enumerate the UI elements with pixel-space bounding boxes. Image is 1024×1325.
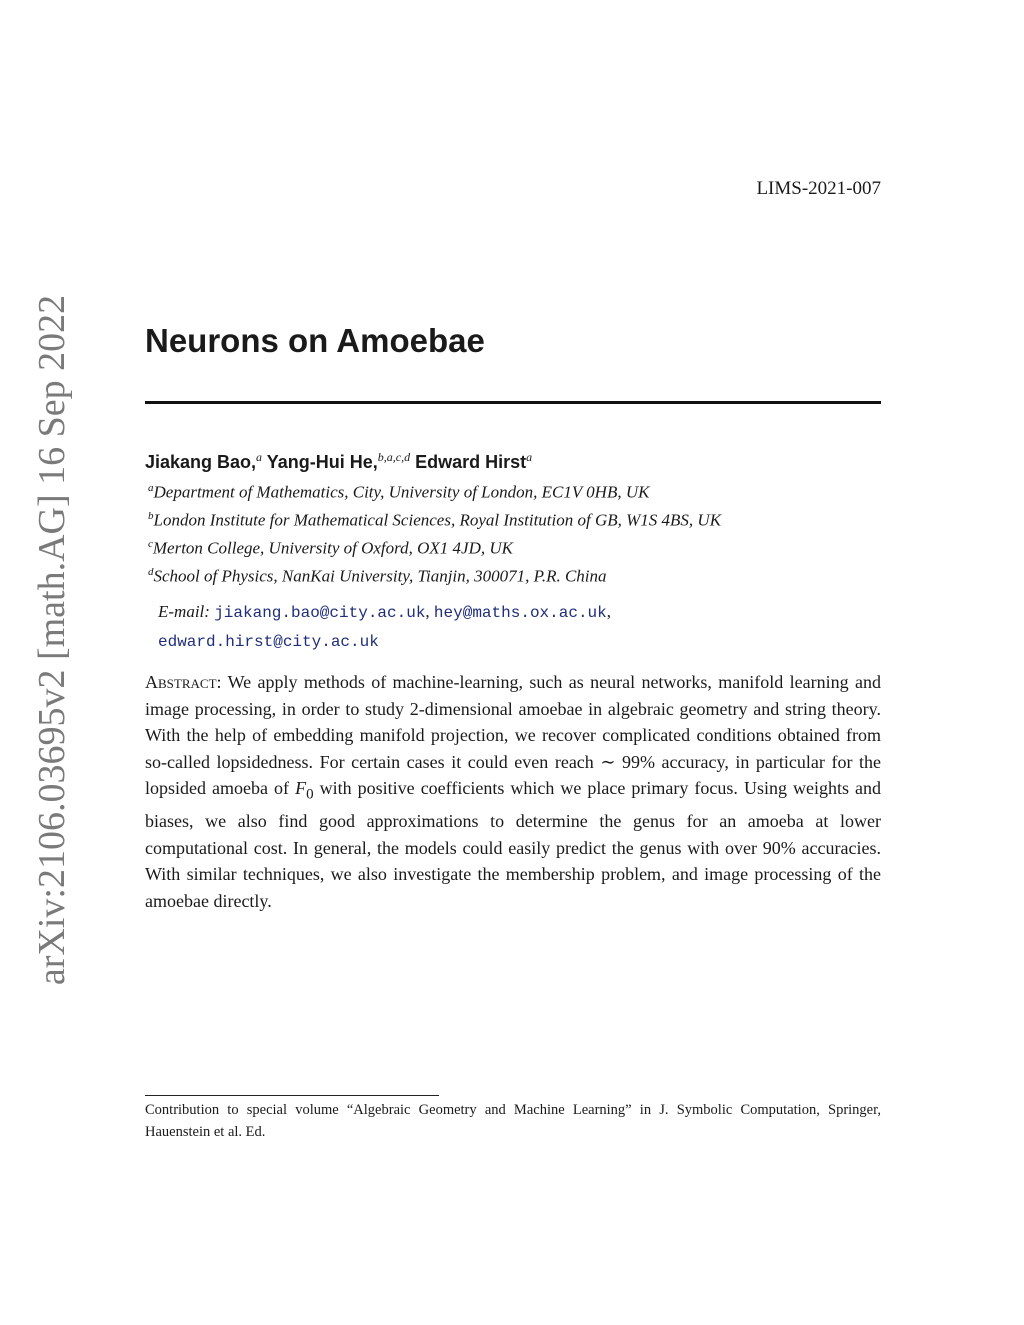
affiliation-mark: c [148,538,153,550]
affiliation-mark: d [148,566,154,578]
affiliation-mark: a [148,482,154,494]
paper-title: Neurons on Amoebae [145,322,485,359]
author-affiliation-mark: a [256,450,263,464]
math-subscript: 0 [306,786,314,803]
affiliation-text: Department of Mathematics, City, University of London, EC1V 0HB, UK [153,482,650,502]
author-affiliation-mark: b,a,c,d [377,450,411,464]
abstract-heading: Abstract: [145,672,222,692]
email-label: E-mail: [158,602,210,621]
report-number: LIMS-2021-007 [756,178,881,199]
email-link[interactable]: jiakang.bao@city.ac.uk [214,604,426,622]
email-block: E-mail: jiakang.bao@city.ac.uk, hey@maths.ox.ac.uk, edward.hirst@city.ac.uk [158,602,611,651]
affiliation [148,482,649,503]
author-affiliation-mark: a [526,450,533,464]
email-link[interactable]: hey@maths.ox.ac.uk [433,604,607,622]
author-name: Jiakang Bao, [145,452,257,472]
affiliation-text: School of Physics, NanKai University, Tianjin, 300071, P.R. China [153,566,607,586]
affiliation-text: London Institute for Mathematical Sciences, Royal Institution of GB, W1S 4BS, UK [153,510,722,530]
footnote: Contribution to special volume “Algebraic Geometry and Machine Learning” in J. Symbolic Computation, Springer, Hauenstein et al. Ed. [145,1102,881,1140]
author-name: Yang-Hui He, [266,452,378,472]
abstract [145,669,881,914]
email-link[interactable]: edward.hirst@city.ac.uk [158,633,379,651]
title-rule [145,401,881,404]
math-symbol: F [295,778,307,798]
affiliation [148,538,513,559]
abstract-text: We apply methods of machine-learning, such as neural networks, manifold learning and image processing, in order to study 2-dimensional amoebae in algebraic geometry and string theory. With the help of embedding manifold projection, we recover complicated conditions obtained from so-called lopsidedness. For certain cases it could even reach ∼ 99% accuracy, in particular for the lopsided amoeba of [145,672,881,798]
arxiv-sidebar-stamp: arXiv:2106.03695v2 [math.AG] 16 Sep 2022 [31,294,73,986]
affiliation-text: Merton College, University of Oxford, OX1 4JD, UK [152,538,513,558]
author-name: Edward Hirst [415,452,527,472]
abstract-text: with positive coefficients which we place primary focus. Using weights and biases, we also find good approximations to determine the genus for an amoeba at lower computational cost. In general, the models could easily predict the genus with over 90% accuracies. With similar techniques, we also investigate the membership problem, and image processing of the amoebae directly. [145,778,882,911]
author-list [145,450,532,473]
footnote-rule [145,1095,439,1096]
affiliation [148,566,607,587]
affiliation [148,510,721,531]
affiliation-mark: b [148,510,154,522]
